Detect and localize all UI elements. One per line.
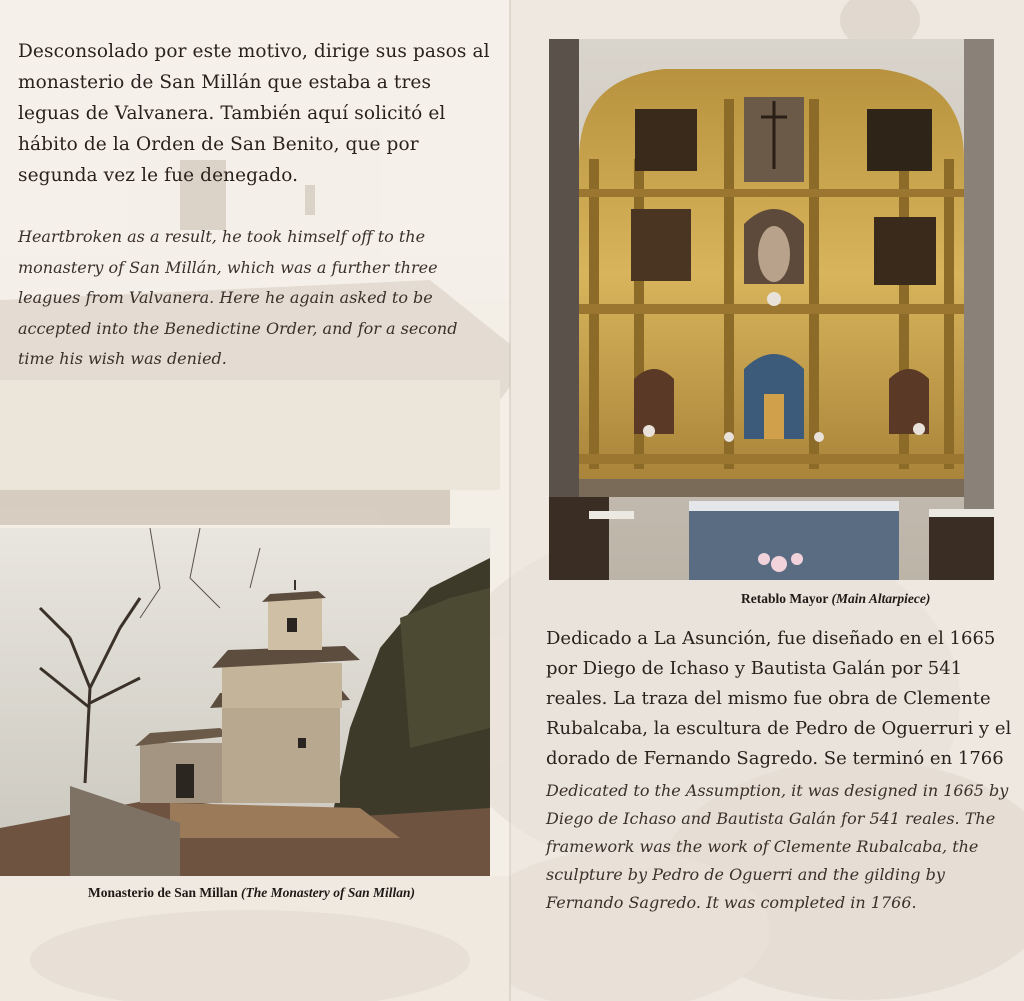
altarpiece-caption-es: Retablo Mayor — [741, 591, 829, 606]
monastery-caption-es: Monasterio de San Millan — [88, 885, 238, 900]
english-paragraph-left: Heartbroken as a result, he took himself off to the monastery of San Millán, which was a further three leagues from Valvanera. Here he again asked to be accepted into the Benedictine Order, and for a second time his wish was denied. — [18, 227, 458, 368]
spanish-paragraph-right: Dedicado a La Asunción, fue diseñado en el 1665 por Diego de Ichaso y Bautista Galán por 541 reales. La traza del mismo fue obra de Clemente Rubalcaba, la escultura de Pedro de Oguerruri y el dorado de Fernando Sagredo. Se terminó en 1766 — [546, 628, 1012, 769]
english-paragraph-right: Dedicated to the Assumption, it was designed in 1665 by Diego de Ichaso and Bautista Galán for 541 reales. The framework was the work of Clemente Rubalcaba, the sculpture by Pedro de Oguerri and the gilding by Fernando Sagredo. It was completed in 1766. — [546, 781, 1009, 912]
monastery-caption — [88, 885, 415, 901]
altarpiece-caption-en: (Main Altarpiece) — [831, 591, 931, 606]
monastery-photo — [0, 528, 490, 876]
altarpiece-caption — [741, 591, 930, 607]
monastery-caption-en: (The Monastery of San Millan) — [241, 885, 416, 900]
altarpiece-photo — [549, 39, 994, 580]
spanish-paragraph-left: Desconsolado por este motivo, dirige sus pasos al monasterio de San Millán que estaba a tres leguas de Valvanera. También aquí solicitó el hábito de la Orden de San Benito, que por segunda vez le fue denegado. — [18, 41, 490, 186]
page-fold — [509, 0, 511, 1001]
